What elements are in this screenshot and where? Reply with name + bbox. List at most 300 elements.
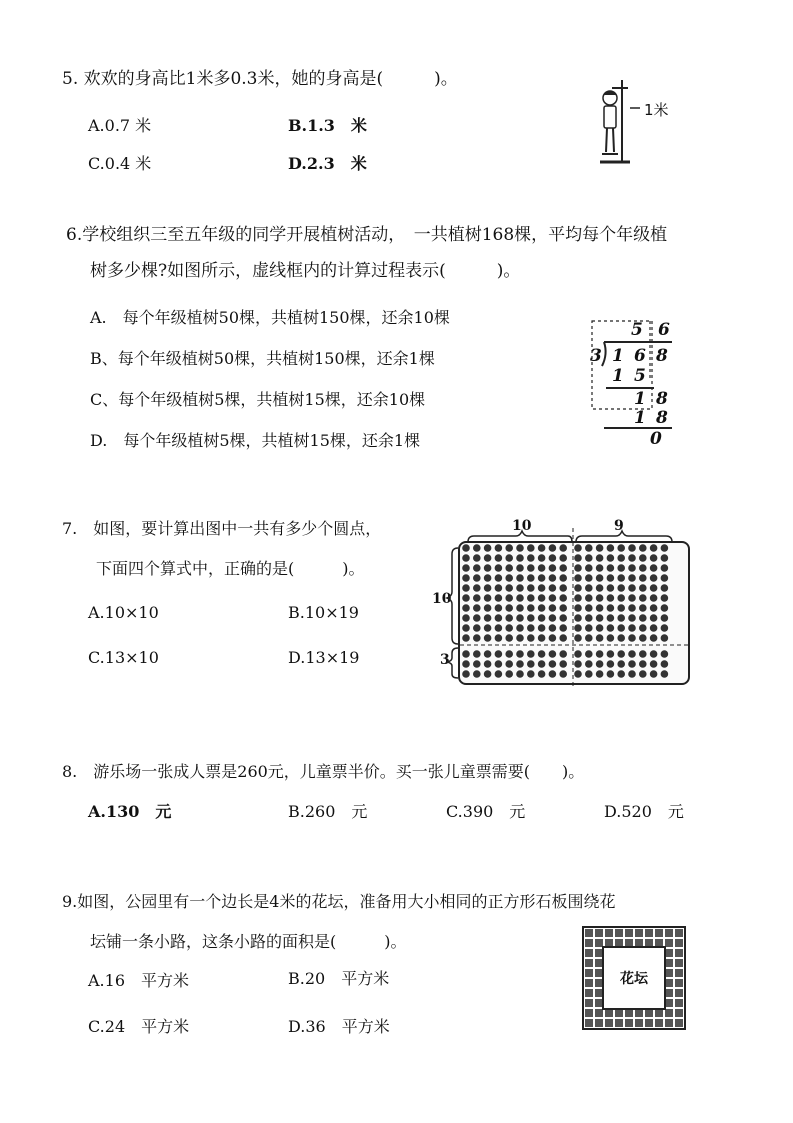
dot — [596, 584, 604, 592]
dot — [462, 634, 470, 642]
dot — [505, 614, 513, 622]
dot — [639, 634, 647, 642]
dot — [549, 650, 557, 658]
dot — [549, 594, 557, 602]
dot — [650, 670, 658, 678]
stone-tile — [585, 1019, 593, 1027]
dot — [574, 594, 582, 602]
dot — [585, 624, 593, 632]
dot — [559, 624, 567, 632]
dot — [462, 604, 470, 612]
dot — [538, 650, 546, 658]
dot — [559, 614, 567, 622]
dot — [516, 660, 524, 668]
stone-tile — [665, 989, 673, 997]
dot — [527, 650, 535, 658]
dot — [495, 670, 503, 678]
q7-option-c[interactable]: C.13×10 — [88, 648, 159, 667]
dot — [559, 594, 567, 602]
dot — [527, 574, 535, 582]
dot — [516, 634, 524, 642]
dot — [549, 554, 557, 562]
dot — [484, 594, 492, 602]
dot — [484, 544, 492, 552]
dot — [639, 660, 647, 668]
stone-tile — [645, 1009, 653, 1017]
brace-right-cols — [576, 531, 672, 542]
dot — [574, 574, 582, 582]
dot — [527, 554, 535, 562]
q6-option-d[interactable]: D. 每个年级植树5棵，共植树15棵，还余1棵 — [90, 431, 421, 450]
q9-option-a[interactable]: A.16 平方米 — [88, 971, 190, 990]
dot — [505, 624, 513, 632]
q8-option-c[interactable]: C.390 元 — [446, 802, 526, 821]
dot — [462, 554, 470, 562]
dot — [574, 544, 582, 552]
dot — [650, 634, 658, 642]
dot — [585, 634, 593, 642]
dot — [462, 574, 470, 582]
dot — [574, 564, 582, 572]
dot — [661, 594, 669, 602]
dot — [495, 634, 503, 642]
dot — [527, 604, 535, 612]
q8-stem: 8. 游乐场一张成人票是260元，儿童票半价。买一张儿童票需要( )。 — [62, 762, 585, 781]
dot — [559, 660, 567, 668]
dot — [484, 614, 492, 622]
step2-digit: 8 — [656, 389, 668, 409]
dot — [505, 670, 513, 678]
dot — [549, 624, 557, 632]
stone-tile — [655, 929, 663, 937]
dot — [549, 574, 557, 582]
stone-tile — [645, 929, 653, 937]
dot — [538, 564, 546, 572]
dot — [607, 660, 615, 668]
quotient-digit: 5 — [631, 320, 643, 340]
flower-bed — [602, 946, 666, 1010]
dot — [574, 660, 582, 668]
dot — [639, 584, 647, 592]
stone-tile — [675, 939, 683, 947]
stone-tile — [655, 1009, 663, 1017]
dot — [639, 614, 647, 622]
dot — [628, 574, 636, 582]
dividend-digit: 1 — [612, 346, 624, 366]
dot — [617, 584, 625, 592]
dot — [473, 574, 481, 582]
dot — [617, 650, 625, 658]
dot — [516, 544, 524, 552]
dot — [607, 624, 615, 632]
dot — [559, 574, 567, 582]
remainder: 0 — [650, 429, 662, 449]
dot — [607, 584, 615, 592]
q8-option-b[interactable]: B.260 元 — [288, 802, 368, 821]
dot — [607, 604, 615, 612]
dot — [559, 634, 567, 642]
dot — [484, 554, 492, 562]
dot — [607, 544, 615, 552]
dot — [495, 574, 503, 582]
dot — [495, 554, 503, 562]
stone-tile — [595, 1019, 603, 1027]
dot — [538, 574, 546, 582]
dot — [639, 544, 647, 552]
dot — [549, 584, 557, 592]
stone-tile — [675, 999, 683, 1007]
stone-tile — [665, 929, 673, 937]
dot — [527, 614, 535, 622]
dot — [661, 564, 669, 572]
dot — [473, 554, 481, 562]
q8-option-d[interactable]: D.520 元 — [604, 802, 684, 821]
dot — [585, 564, 593, 572]
stone-tile — [665, 999, 673, 1007]
dot — [516, 650, 524, 658]
dot — [628, 554, 636, 562]
dot — [661, 554, 669, 562]
dot — [628, 650, 636, 658]
dot — [596, 564, 604, 572]
dot — [585, 554, 593, 562]
dot — [628, 624, 636, 632]
dot — [505, 660, 513, 668]
dot — [574, 670, 582, 678]
dot — [639, 670, 647, 678]
dot — [538, 554, 546, 562]
dot — [516, 564, 524, 572]
q6-option-c[interactable]: C、每个年级植树5棵，共植树15棵，还余10棵 — [90, 390, 426, 409]
grid-label-top-rows: 10 — [432, 591, 452, 607]
stone-tile — [585, 979, 593, 987]
dot — [495, 614, 503, 622]
grid-label-left-cols: 10 — [512, 518, 532, 534]
dot — [639, 650, 647, 658]
stone-tile — [675, 969, 683, 977]
dot — [505, 634, 513, 642]
step1-digit: 1 — [612, 366, 624, 386]
q5-option-c[interactable]: C.0.4 米 — [88, 154, 152, 173]
dot — [639, 624, 647, 632]
dot — [527, 634, 535, 642]
stone-tile — [595, 929, 603, 937]
dot — [495, 624, 503, 632]
q9-option-c[interactable]: C.24 平方米 — [88, 1017, 190, 1036]
step3-digit: 1 — [634, 408, 646, 428]
dot — [661, 660, 669, 668]
q7-stem-line1: 7. 如图，要计算出图中一共有多少个圆点， — [62, 519, 382, 538]
dot — [527, 660, 535, 668]
dot — [505, 584, 513, 592]
dot — [596, 614, 604, 622]
stone-tile — [665, 939, 673, 947]
dot — [617, 634, 625, 642]
dot — [607, 594, 615, 602]
dot — [559, 544, 567, 552]
stone-tile — [665, 1019, 673, 1027]
q6-option-a[interactable]: A. 每个年级植树50棵，共植树150棵，还余10棵 — [90, 308, 450, 327]
q9-stem-line1: 9.如图，公园里有一个边长是4米的花坛，准备用大小相同的正方形石板围绕花 — [62, 892, 616, 911]
q8-option-a[interactable]: A.130 元 — [88, 802, 172, 821]
dot — [549, 660, 557, 668]
q7-option-d[interactable]: D.13×19 — [288, 648, 360, 667]
dot — [527, 544, 535, 552]
dot — [549, 564, 557, 572]
dot — [516, 594, 524, 602]
stone-tile — [655, 1019, 663, 1027]
stone-tile — [585, 959, 593, 967]
stone-tile — [675, 959, 683, 967]
dot — [628, 584, 636, 592]
dot — [527, 624, 535, 632]
dot — [505, 564, 513, 572]
dot — [549, 604, 557, 612]
q7-option-b[interactable]: B.10×19 — [288, 603, 359, 622]
dot — [650, 584, 658, 592]
dot — [628, 564, 636, 572]
stone-tile — [585, 1009, 593, 1017]
dot — [559, 604, 567, 612]
stone-tile — [615, 929, 623, 937]
q5-option-b[interactable]: B.1.3 米 — [288, 116, 367, 135]
dot — [585, 614, 593, 622]
dot — [628, 670, 636, 678]
q5-option-a[interactable]: A.0.7 米 — [88, 116, 152, 135]
dot — [617, 554, 625, 562]
step2-digit: 1 — [634, 389, 646, 409]
stone-tile — [595, 1009, 603, 1017]
dot — [495, 594, 503, 602]
stone-tile — [675, 989, 683, 997]
dot — [505, 554, 513, 562]
dot — [596, 574, 604, 582]
stone-tile — [635, 1019, 643, 1027]
dot — [473, 604, 481, 612]
dot — [574, 604, 582, 612]
dot — [650, 624, 658, 632]
dot — [549, 670, 557, 678]
dot — [596, 624, 604, 632]
dot — [650, 574, 658, 582]
dot — [585, 604, 593, 612]
dot — [505, 594, 513, 602]
dot — [527, 584, 535, 592]
dot — [661, 574, 669, 582]
dot — [505, 604, 513, 612]
stone-tile — [625, 1009, 633, 1017]
dot — [473, 624, 481, 632]
dot — [661, 634, 669, 642]
dot — [628, 604, 636, 612]
stone-tile — [645, 1019, 653, 1027]
dot — [574, 634, 582, 642]
dot — [505, 650, 513, 658]
dot — [484, 574, 492, 582]
dot — [516, 624, 524, 632]
dot — [661, 650, 669, 658]
dot — [628, 660, 636, 668]
dot — [661, 544, 669, 552]
dot — [473, 634, 481, 642]
dot — [538, 544, 546, 552]
stone-tile — [675, 1019, 683, 1027]
dot — [473, 650, 481, 658]
dot — [559, 554, 567, 562]
dot — [650, 650, 658, 658]
dot — [585, 574, 593, 582]
dot — [585, 544, 593, 552]
q5-figure-label: 1米 — [644, 101, 669, 119]
dot — [549, 544, 557, 552]
dot — [538, 660, 546, 668]
dot — [538, 624, 546, 632]
dot — [617, 574, 625, 582]
dot — [516, 670, 524, 678]
dot — [516, 554, 524, 562]
dot — [596, 670, 604, 678]
stone-tile — [615, 1019, 623, 1027]
stone-tile — [675, 979, 683, 987]
dot — [527, 670, 535, 678]
brace-bottom-rows — [447, 648, 458, 678]
q9-stem-line2: 坛铺一条小路，这条小路的面积是( )。 — [90, 932, 407, 951]
q9-option-b[interactable]: B.20 平方米 — [288, 969, 390, 988]
dot — [607, 614, 615, 622]
dot — [607, 574, 615, 582]
dot — [473, 594, 481, 602]
dot — [617, 660, 625, 668]
divisor: 3 — [590, 346, 602, 366]
dot — [462, 564, 470, 572]
dot — [639, 564, 647, 572]
dot — [574, 624, 582, 632]
dot — [484, 650, 492, 658]
brace-top-rows — [447, 548, 458, 644]
stone-tile — [625, 929, 633, 937]
dot — [596, 634, 604, 642]
dot — [559, 670, 567, 678]
stone-tile — [665, 1009, 673, 1017]
dot — [607, 564, 615, 572]
dot — [538, 670, 546, 678]
dot — [596, 594, 604, 602]
dot — [661, 604, 669, 612]
grid-label-bottom-rows: 3 — [440, 652, 450, 668]
dot — [473, 564, 481, 572]
dot — [538, 584, 546, 592]
q7-option-a[interactable]: A.10×10 — [88, 603, 159, 622]
stone-tile — [585, 989, 593, 997]
child-height-figure — [596, 78, 696, 168]
stone-tile — [625, 1019, 633, 1027]
dot — [661, 670, 669, 678]
stone-tile — [665, 979, 673, 987]
dot — [639, 574, 647, 582]
stone-tile — [605, 1019, 613, 1027]
dot — [650, 554, 658, 562]
dot — [607, 650, 615, 658]
flower-bed-label: 花坛 — [620, 971, 648, 987]
dot — [628, 634, 636, 642]
dot — [473, 670, 481, 678]
dot — [617, 594, 625, 602]
dot — [596, 554, 604, 562]
dot — [538, 614, 546, 622]
q6-option-b[interactable]: B、每个年级植树50棵，共植树150棵，还余1棵 — [90, 349, 435, 368]
stone-tile — [665, 969, 673, 977]
dot — [585, 670, 593, 678]
dot — [559, 584, 567, 592]
dot — [462, 594, 470, 602]
dot — [617, 670, 625, 678]
step1-digit: 5 — [634, 366, 646, 386]
dot — [596, 660, 604, 668]
stone-tile — [635, 929, 643, 937]
q5-option-d[interactable]: D.2.3 米 — [288, 154, 367, 173]
quotient-digit: 6 — [658, 320, 670, 340]
dot — [462, 650, 470, 658]
dot — [473, 660, 481, 668]
stone-tile — [635, 1009, 643, 1017]
q6-stem-line1: 6.学校组织三至五年级的同学开展植树活动， 一共植树168棵，平均每个年级植 — [66, 225, 668, 245]
dot — [495, 650, 503, 658]
dot — [628, 544, 636, 552]
q6-stem-line2: 树多少棵?如图所示，虚线框内的计算过程表示( )。 — [90, 261, 521, 281]
dot — [462, 624, 470, 632]
dot — [650, 604, 658, 612]
dot — [574, 650, 582, 658]
stone-tile — [605, 929, 613, 937]
dot — [628, 594, 636, 602]
dot — [484, 604, 492, 612]
dot — [661, 584, 669, 592]
dot — [607, 670, 615, 678]
dot — [484, 670, 492, 678]
dot — [516, 584, 524, 592]
dot — [585, 594, 593, 602]
stone-tile — [675, 949, 683, 957]
dot — [617, 544, 625, 552]
dot — [495, 564, 503, 572]
dot — [607, 554, 615, 562]
stone-tile — [665, 959, 673, 967]
dot — [538, 594, 546, 602]
stone-tile — [585, 949, 593, 957]
stone-tile — [675, 929, 683, 937]
dot — [607, 634, 615, 642]
dot — [495, 604, 503, 612]
dot — [462, 544, 470, 552]
stone-tile — [585, 999, 593, 1007]
q5-stem: 5. 欢欢的身高比1米多0.3米，她的身高是( )。 — [62, 69, 458, 89]
dot — [484, 564, 492, 572]
dividend-digit: 8 — [656, 346, 668, 366]
step3-digit: 8 — [656, 408, 668, 428]
q7-stem-line2: 下面四个算式中，正确的是( )。 — [96, 559, 365, 578]
dot — [495, 544, 503, 552]
dot — [574, 554, 582, 562]
dot — [661, 614, 669, 622]
dot — [516, 604, 524, 612]
stone-tile — [585, 969, 593, 977]
q9-option-d[interactable]: D.36 平方米 — [288, 1017, 390, 1036]
dot — [462, 670, 470, 678]
stone-tile — [675, 1009, 683, 1017]
dot — [617, 614, 625, 622]
dot — [516, 614, 524, 622]
dot — [650, 614, 658, 622]
